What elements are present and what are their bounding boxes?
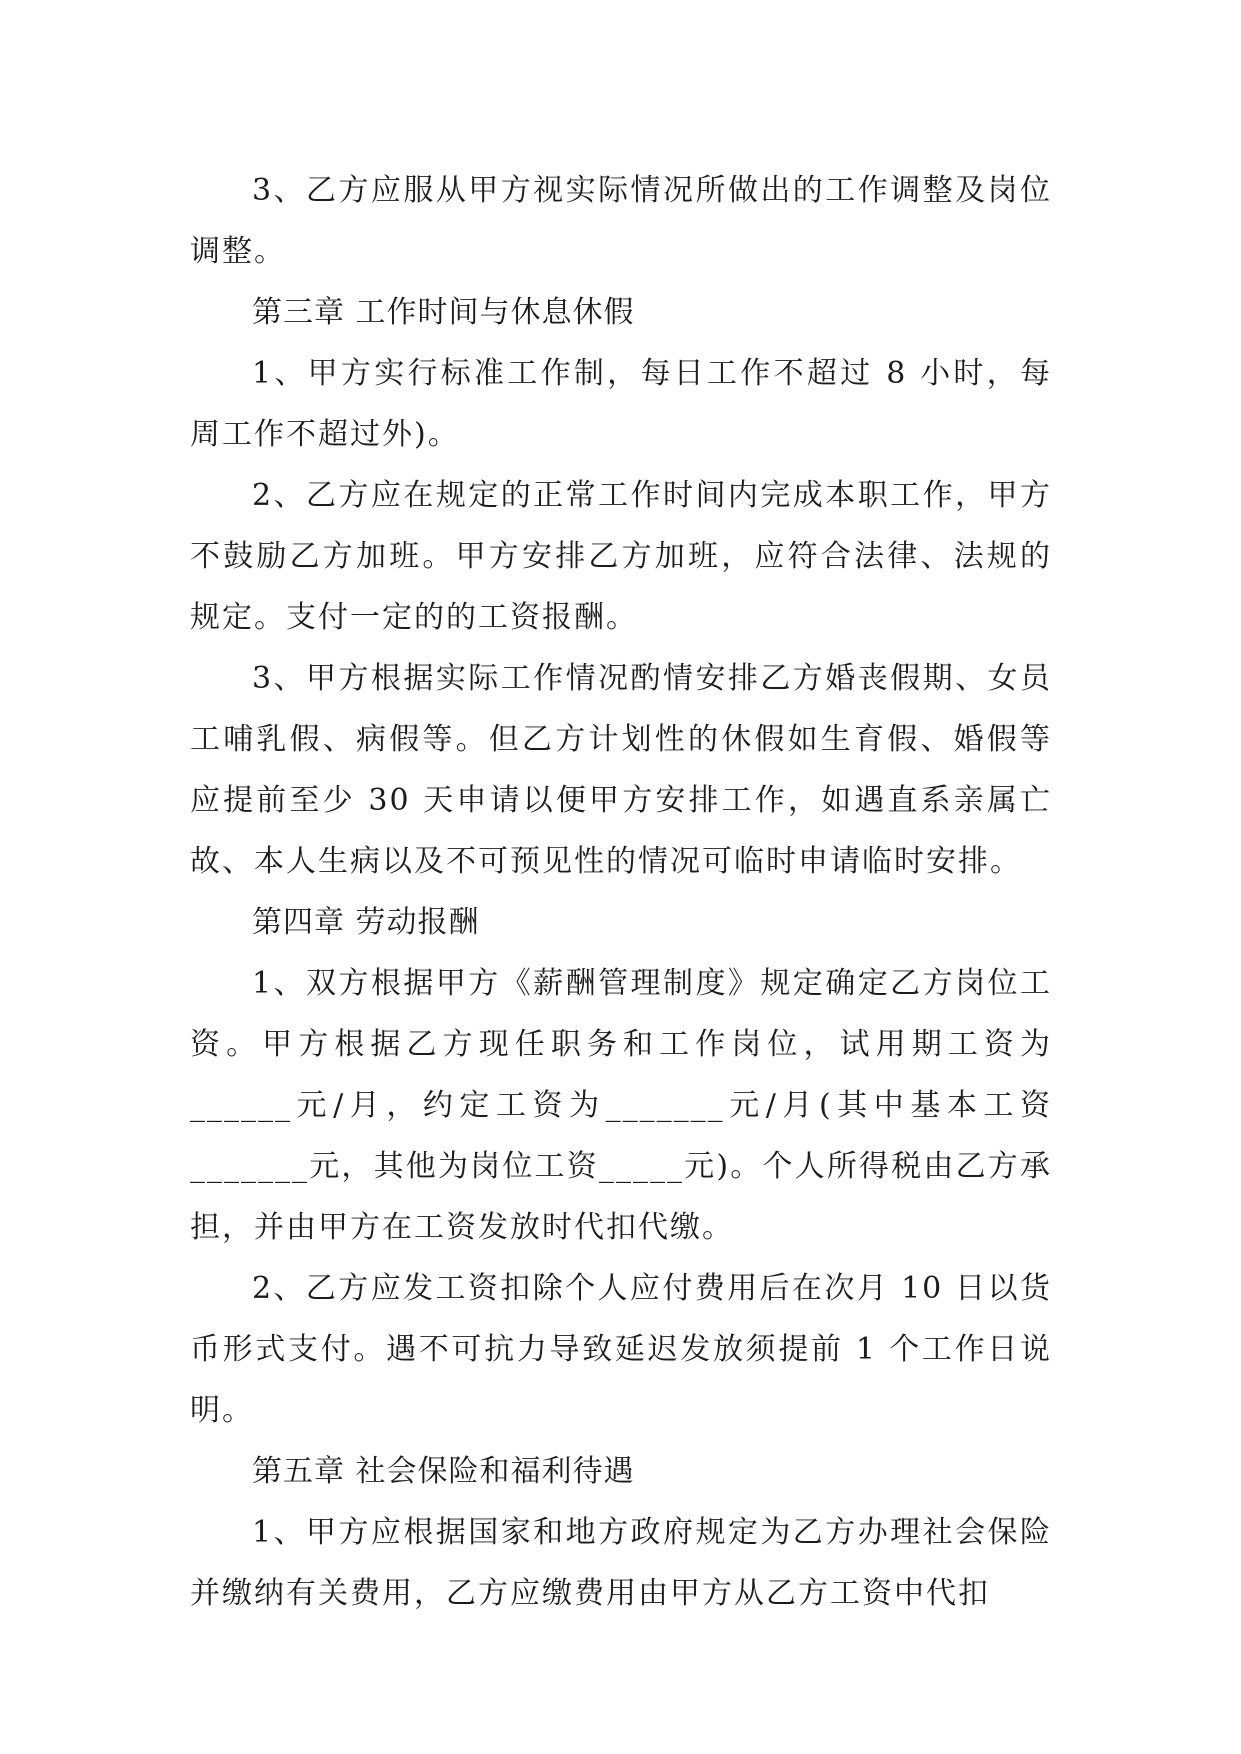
chapter-4-heading: 第四章 劳动报酬 <box>252 905 480 940</box>
paragraph-clause-2-payment: 2、乙方应发工资扣除个人应付费用后在次月 10 日以货币形式支付。遇不可抗力导致延迟发放须提前 1 个工作日说明。 <box>190 1271 1052 1428</box>
chapter-5-heading: 第五章 社会保险和福利待遇 <box>252 1454 635 1489</box>
document-body <box>190 160 1052 1624</box>
chapter-3-heading: 第三章 工作时间与休息休假 <box>252 295 635 330</box>
paragraph-clause-1-salary: 1、双方根据甲方《薪酬管理制度》规定确定乙方岗位工资。甲方根据乙方现任职务和工作岗位，试用期工资为______元/月，约定工资为_______元/月(其中基本工资_______元，其他为岗位工资_____元)。个人所得税由乙方承担，并由甲方在工资发放时代扣代缴。 <box>190 966 1052 1245</box>
paragraph-clause-3-job-adjustment: 3、乙方应服从甲方视实际情况所做出的工作调整及岗位调整。 <box>190 173 1052 269</box>
paragraph-clause-3-leave: 3、甲方根据实际工作情况酌情安排乙方婚丧假期、女员工哺乳假、病假等。但乙方计划性的休假如生育假、婚假等应提前至少 30 天申请以便甲方安排工作，如遇直系亲属亡故、本人生病以及不可预见性的情况可临时申请临时安排。 <box>190 661 1052 879</box>
paragraph-clause-2-overtime: 2、乙方应在规定的正常工作时间内完成本职工作，甲方不鼓励乙方加班。甲方安排乙方加班，应符合法律、法规的规定。支付一定的的工资报酬。 <box>190 478 1052 635</box>
paragraph-clause-1-social-insurance: 1、甲方应根据国家和地方政府规定为乙方办理社会保险并缴纳有关费用，乙方应缴费用由甲方从乙方工资中代扣 <box>190 1515 1052 1611</box>
paragraph-clause-1-standard-hours: 1、甲方实行标准工作制，每日工作不超过 8 小时，每周工作不超过外)。 <box>190 356 1052 452</box>
